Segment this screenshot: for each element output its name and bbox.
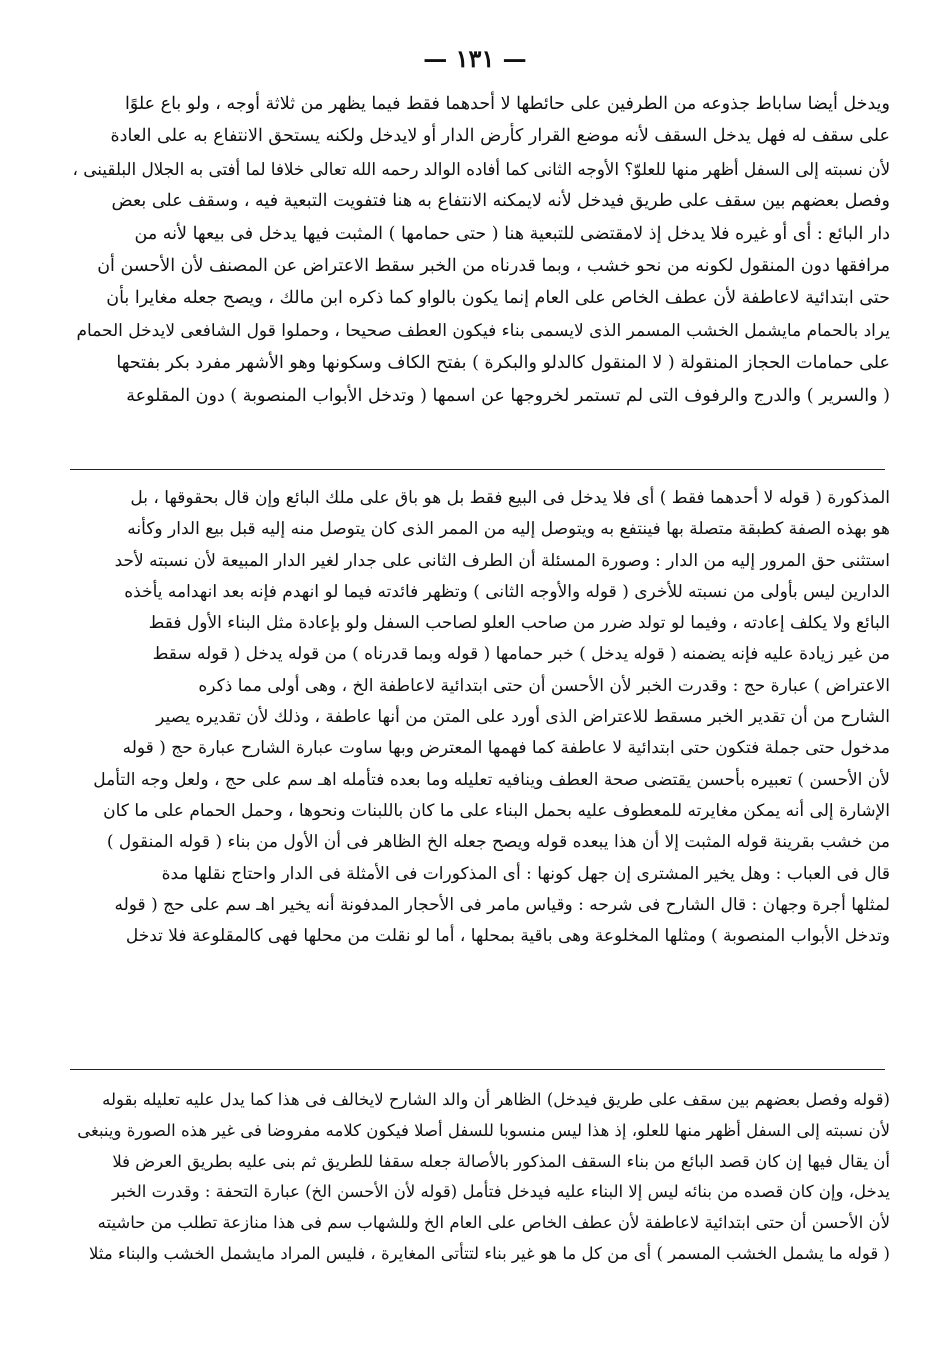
text-line: وفصل بعضهم بين سقف على طريق فيدخل لأنه لايمكنه الانتفاع به هنا فتفويت التبعية فيه ، وسقف على بعض <box>111 191 890 212</box>
text-line: على سقف له فهل يدخل السقف لأنه موضع القرار كأرض الدار أو لايدخل ولكنه يستحق الانتفاع به على العادة <box>110 126 890 147</box>
page-number: — ١٣١ — <box>423 44 527 73</box>
text-line: ويدخل أيضا ساباط جذوعه من الطرفين على حائطها لا أحدهما فقط فيما يظهر من ثلاثة أوجه ، ولو باع علوًا <box>124 94 890 114</box>
text-line: يراد بالحمام مايشمل الخشب المسمر الذى لايسمى بناء فيكون العطف صحيحا ، وحملوا قول الشافعى لايدخل الحمام <box>76 320 890 341</box>
commentary-line: من خشب بقرينة قوله المثبت إلا أن هذا يبعده قوله ويصح جعله الخ الظاهر فى أن الأول من بناء ( قوله المنقول ) <box>106 832 890 853</box>
commentary-line: هو بهذه الصفة كطبقة متصلة بها فينتفع به ويتوصل إليه من الممر الذى كان يتوصل منه إليه قبل بيع الدار وكأنه <box>127 519 890 540</box>
gloss-block <box>70 1085 890 1270</box>
commentary-line: الاعتراض ) عبارة حج : وقدرت الخبر لأن الأحسن أن حتى ابتدائية لاعاطفة الخ ، وهى أولى مما ذكره <box>198 675 890 696</box>
section-divider <box>70 1069 885 1070</box>
text-line: حتى ابتدائية لاعاطفة لأن عطف الخاص على العام إنما يكون بالواو كما ذكره ابن مالك ، ويصح جعله مغايرا بأن <box>106 288 890 309</box>
commentary-line: الدارين ليس بأولى من نسبته للأخرى ( قوله والأوجه الثانى ) وتظهر فائدته فيما لو انهدم فإنه بعد انهدامه يأخذه <box>124 581 890 602</box>
main-text <box>70 88 890 412</box>
commentary-line: لمثلها أجرة وجهان : قال الشارح فى شرحه : وقياس مامر فى الأحجار المدفونة أنه يخير اهـ سم على حج ( قوله <box>114 894 890 915</box>
commentary-line: مدخول حتى جملة فتكون حتى ابتدائية لا عاطفة كما فهمها المعترض وبها ساوت عبارة الشارح عبارة حج ( قوله <box>122 738 890 759</box>
commentary-block <box>70 483 890 952</box>
commentary-line: من غير زيادة عليه فإنه يضمنه ( قوله يدخل ) خبر حمامها ( قوله وبما قدرناه ) من قوله يدخل ( قوله سقط <box>152 644 890 665</box>
commentary-line: لأن الأحسن ) تعبيره بأحسن يقتضى صحة العطف وينافيه تعليله وما بعده فتأمله اهـ سم على حج ، ولعل وجه التأمل <box>93 769 890 790</box>
text-line: دار البائع : أى أو غيره فلا يدخل إذ لامقتضى للتبعية هنا ( حتى حمامها ) المثبت فيها يدخل فى بيعها لأنه من <box>134 223 890 244</box>
text-line: ( والسرير ) والدرج والرفوف التى لم تستمر لخروجها عن اسمها ( وتدخل الأبواب المنصوبة ) دون المقلوعة <box>126 385 890 406</box>
gloss-line: ( قوله ما يشمل الخشب المسمر ) أى من كل ما هو غير بناء لتتأتى المغايرة ، فليس المراد مايشمل الخشب والبناء مثلا <box>89 1243 890 1263</box>
commentary-line: استثنى حق المرور إليه من الدار : وصورة المسئلة أن الطرف الثانى على جدار لغير الدار المبيعة لأن نسبته لأحد <box>114 550 890 571</box>
commentary-line: الشارح من أن تقدير الخبر مسقط للاعتراض الذى أورد على المتن من أنها عاطفة ، وذلك لأن تقديره يصير <box>156 707 890 728</box>
text-line: لأن نسبته إلى السفل أظهر منها للعلوّ؟ الأوجه الثانى كما أفاده الوالد رحمه الله تعالى خلافا لما أفتى به الجلال البلقينى ، <box>72 158 890 179</box>
commentary-line: المذكورة ( قوله لا أحدهما فقط ) أى فلا يدخل فى البيع فقط بل هو باق على ملك البائع وإن قال بحقوقها ، بل <box>130 488 890 508</box>
text-line: على حمامات الحجاز المنقولة ( لا المنقول كالدلو والبكرة ) بفتح الكاف وسكونها وهو الأشهر مفرد بكر بفتحها <box>116 353 890 374</box>
gloss-line: أن يقال فيها إن كان قصد البائع من بناء السقف المذكور بالأصالة جعله سقفا للطريق ثم بنى عليه بطريق العرض فلا <box>112 1151 890 1171</box>
gloss-line: لأن نسبته إلى السفل أظهر منها للعلو، إذ هذا ليس منسوبا للسفل أصلا فيكون كلامه مفروضا فى غير هذه الصورة وينبغى <box>77 1120 890 1140</box>
gloss-line: لأن الأحسن أن حتى ابتدائية لاعاطفة لأن عطف الخاص على العام الخ وللشهاب سم فى هذا منازعة تطلب من حاشيته <box>97 1213 890 1233</box>
commentary-line: البائع ولا يكلف إعادته ، وفيما لو تولد ضرر من صاحب العلو لصاحب السفل ولو بإعادة مثل البناء الأول فقط <box>148 613 890 634</box>
commentary-line: وتدخل الأبواب المنصوبة ) ومثلها المخلوعة وهى باقية بمحلها ، أما لو نقلت من محلها فهى كالمقلوعة فلا تدخل <box>125 926 890 947</box>
commentary-line: قال فى العباب : وهل يخير المشترى إن جهل كونها : أى المذكورات فى الأمثلة فى الدار واحتاج نقلها مدة <box>161 863 890 884</box>
commentary-line: الإشارة إلى أنه يمكن مغايرته للمعطوف عليه بحمل البناء على ما كان باللبنات ونحوها ، وحمل الحمام على ما كان <box>103 800 890 821</box>
section-divider <box>70 469 885 470</box>
gloss-line: (قوله وفصل بعضهم بين سقف على طريق فيدخل) الظاهر أن والد الشارح لايخالف فى هذا كما يدل عليه تعليله بقوله <box>102 1090 890 1109</box>
text-line: مرافقها دون المنقول لكونه من نحو خشب ، وبما قدرناه من الخبر سقط الاعتراض عن المصنف لأن الأحسن أن <box>97 255 890 276</box>
gloss-line: يدخل، وإن كان قصده من بنائه ليس إلا البناء عليه فيدخل فتأمل (قوله لأن الأحسن الخ) عبارة التحفة : وقدرت الخبر <box>112 1182 890 1202</box>
